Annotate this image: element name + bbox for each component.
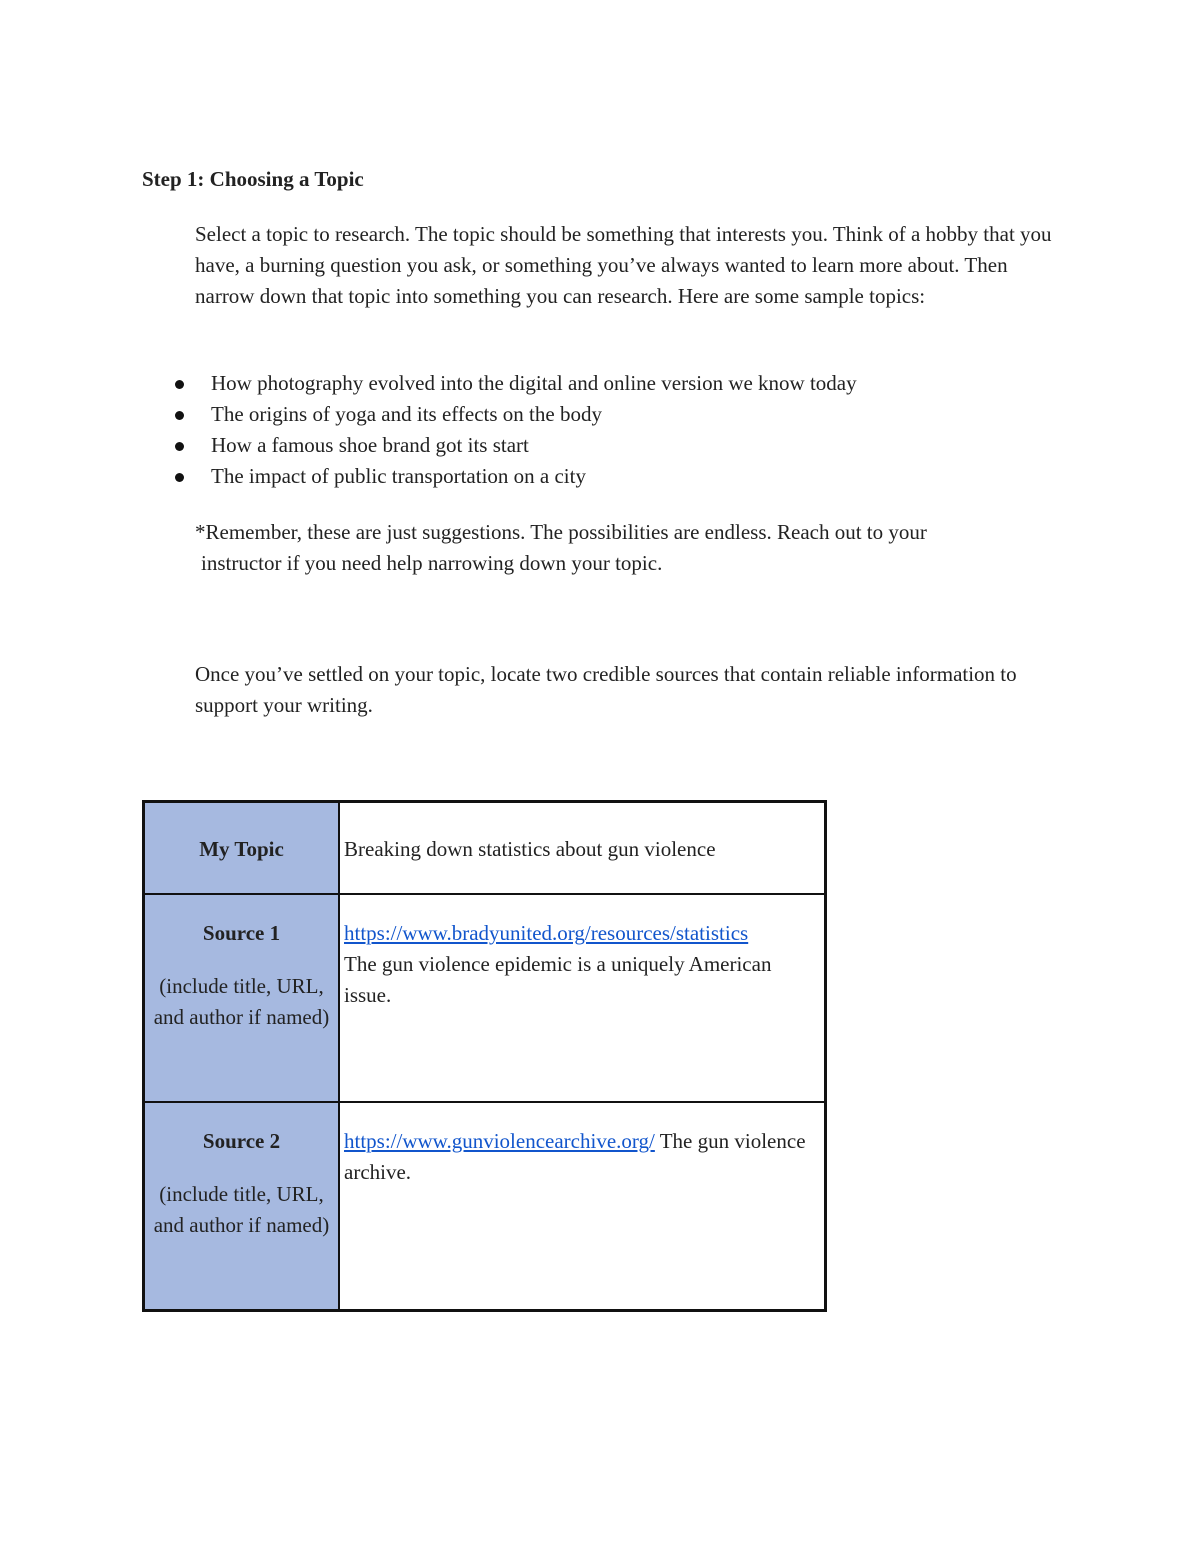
source1-value-cell[interactable] (339, 894, 826, 1102)
topic-label-cell (144, 802, 340, 895)
topic-sources-table (142, 800, 827, 1312)
source2-label-cell (144, 1102, 340, 1311)
topic-value-cell[interactable] (339, 802, 826, 895)
bullet-icon (175, 411, 184, 420)
bullet-icon (175, 442, 184, 451)
reminder-paragraph (195, 517, 1045, 579)
source1-label-cell (144, 894, 340, 1102)
reminder-line-2: instructor if you need help narrowing down your topic. (201, 551, 663, 575)
table-row (144, 802, 826, 895)
source1-text: The gun violence epidemic is a uniquely American issue. (344, 952, 772, 1007)
source2-link[interactable]: https://www.gunviolencearchive.org/ (344, 1129, 655, 1153)
list-item (172, 430, 857, 461)
topic-value: Breaking down statistics about gun violence (344, 837, 716, 861)
source1-link[interactable]: https://www.bradyunited.org/resources/statistics (344, 921, 749, 945)
topic-text: The impact of public transportation on a city (211, 464, 586, 488)
list-item (172, 368, 857, 399)
topic-text: How a famous shoe brand got its start (211, 433, 529, 457)
reminder-line-1: *Remember, these are just suggestions. The possibilities are endless. Reach out to your (195, 520, 927, 544)
sources-instruction: Once you’ve settled on your topic, locate two credible sources that contain reliable information to support your writing. (195, 662, 1017, 717)
topic-text: The origins of yoga and its effects on the body (211, 402, 602, 426)
bullet-icon (175, 473, 184, 482)
section-heading: Step 1: Choosing a Topic (142, 167, 364, 191)
source1-label: Source 1 (202, 921, 281, 945)
topic-label: My Topic (199, 837, 284, 861)
list-item (172, 461, 857, 492)
source2-value-cell[interactable] (339, 1102, 826, 1311)
source2-text: The gun violence archive. (344, 1129, 806, 1184)
sample-topics-list (172, 368, 857, 492)
source2-note: (include title, URL, and author if named) (153, 1182, 330, 1237)
topic-text: How photography evolved into the digital and online version we know today (211, 371, 857, 395)
intro-paragraph: Select a topic to research. The topic should be something that interests you. Think of a hobby that you have, a burning question you ask, or something you’ve always wanted to learn more about. Then narrow down that topic into something you can research. Here are some sample topics: (195, 222, 1052, 308)
source2-label: Source 2 (202, 1129, 281, 1153)
list-item (172, 399, 857, 430)
table-row (144, 894, 826, 1102)
table-row (144, 1102, 826, 1311)
bullet-icon (175, 380, 184, 389)
source1-note: (include title, URL, and author if named) (153, 974, 330, 1029)
